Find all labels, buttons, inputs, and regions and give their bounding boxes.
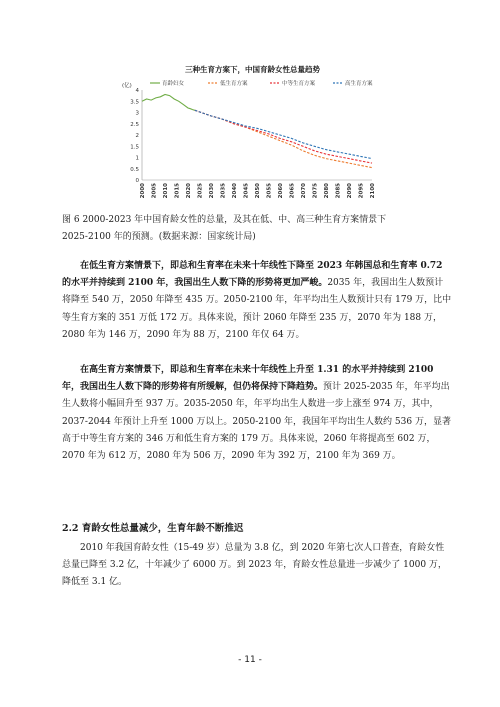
x-tick-label: 2100 (370, 183, 376, 199)
x-tick-label: 2045 (243, 183, 250, 199)
x-tick-label: 2075 (312, 183, 319, 199)
series-line (195, 110, 372, 158)
x-tick-label: 2035 (220, 183, 227, 199)
y-axis-unit-label: (亿) (122, 83, 132, 89)
y-tick-label: 2.5 (130, 121, 139, 128)
x-tick-label: 2010 (163, 183, 169, 199)
series-line (195, 110, 372, 163)
x-tick-label: 2020 (186, 183, 192, 199)
x-tick-label: 2000 (140, 183, 146, 199)
x-tick-label: 2050 (255, 183, 261, 199)
paragraph-low-text: 2035 年，我国出生人数预计将降至 540 万，2050 年降至 435 万。2050-2100 年，年平均出生人数预计只有 179 万，比中等生育方案的 351 万低 172 万。具体来说，预计 2060 年降至 235 万，2070 年为 188 万，2080 年为 146 万，2090 年为 88 万，2100 年仅 64 万。 (62, 278, 452, 340)
y-tick-label: 0.5 (130, 166, 139, 173)
legend-label: 育龄妇女 (162, 81, 185, 87)
paragraph-low-scenario (62, 258, 452, 344)
y-tick-label: 1 (135, 155, 139, 162)
y-tick-label: 4 (135, 88, 139, 94)
x-tick-label: 2030 (209, 183, 215, 199)
x-tick-label: 2055 (266, 183, 273, 199)
x-tick-label: 2080 (324, 183, 330, 199)
x-tick-label: 2040 (232, 183, 238, 199)
line-chart (120, 62, 385, 212)
y-tick-label: 3 (135, 110, 139, 117)
y-tick-label: 3.5 (130, 99, 139, 106)
x-tick-label: 2085 (335, 183, 342, 199)
legend-label: 低生育方案 (220, 81, 248, 87)
y-tick-label: 2 (135, 133, 139, 139)
series-line (142, 95, 195, 111)
paragraph-high-bold: 在高生育方案情景下，即总和生育率在未来十年线性上升至 1.31 的水平并持续到 2100 年，我国出生人数下降的形势将有所缓解，但仍将保持下降趋势。 (62, 365, 434, 393)
paragraph-female-total: 2010 年我国育龄女性（15-49 岁）总量为 3.8 亿，到 2020 年第七次人口普查，育龄女性总量已降至 3.2 亿，十年减少了 6000 万。到 2023 年，育龄女性总量进一步减少了 1000 万，降低至 3.1 亿。 (62, 543, 447, 588)
x-tick-label: 2070 (301, 183, 307, 199)
x-tick-label: 2025 (197, 183, 204, 199)
x-tick-label: 2060 (278, 183, 284, 199)
caption-line-2: 2025-2100 年的预测。(数据来源：国家统计局) (62, 232, 256, 242)
legend-label: 中等生育方案 (282, 81, 316, 87)
x-tick-label: 2095 (358, 183, 365, 199)
section-heading: 2.2 育龄女性总量减少，生育年龄不断推迟 (62, 523, 244, 534)
paragraph-high-scenario (62, 362, 452, 465)
paragraph-low-bold: 在低生育方案情景下，即总和生育率在未来十年线性下降至 2023 年韩国总和生育率 0.72 的水平并持续到 2100 年，我国出生人数下降的形势将更加严峻。 (62, 261, 443, 289)
figure-caption (62, 212, 462, 246)
x-tick-label: 2005 (151, 183, 158, 199)
x-tick-label: 2065 (289, 183, 296, 199)
paragraph-high-text: 预计 2025-2035 年，年平均出生人数将小幅回升至 937 万。2035-2050 年，年平均出生人数进一步上涨至 974 万，其中，2037-2044 年预计上升至 1000 万以上。2050-2100 年，我国年平均出生人数约 536 万，显著高于中等生育方案的 346 万和低生育方案的 179 万。具体来说，2060 年将提高至 602 万，2070 年为 612 万，2080 年为 506 万，2090 年为 392 万，2100 年为 369 万。 (62, 382, 451, 462)
x-tick-label: 2090 (347, 183, 353, 199)
legend-label: 高生育方案 (345, 81, 373, 87)
y-tick-label: 0 (135, 178, 139, 184)
x-tick-label: 2015 (174, 183, 181, 199)
chart-svg (120, 62, 385, 212)
y-tick-label: 1.5 (130, 144, 139, 151)
caption-line-1: 图 6 2000-2023 年中国育龄女性的总量，及其在低、中、高三种生育方案情景下 (62, 215, 387, 225)
chart-title: 三种生育方案下，中国育龄女性总量趋势 (185, 65, 320, 74)
page-number: - 11 - (238, 655, 262, 665)
